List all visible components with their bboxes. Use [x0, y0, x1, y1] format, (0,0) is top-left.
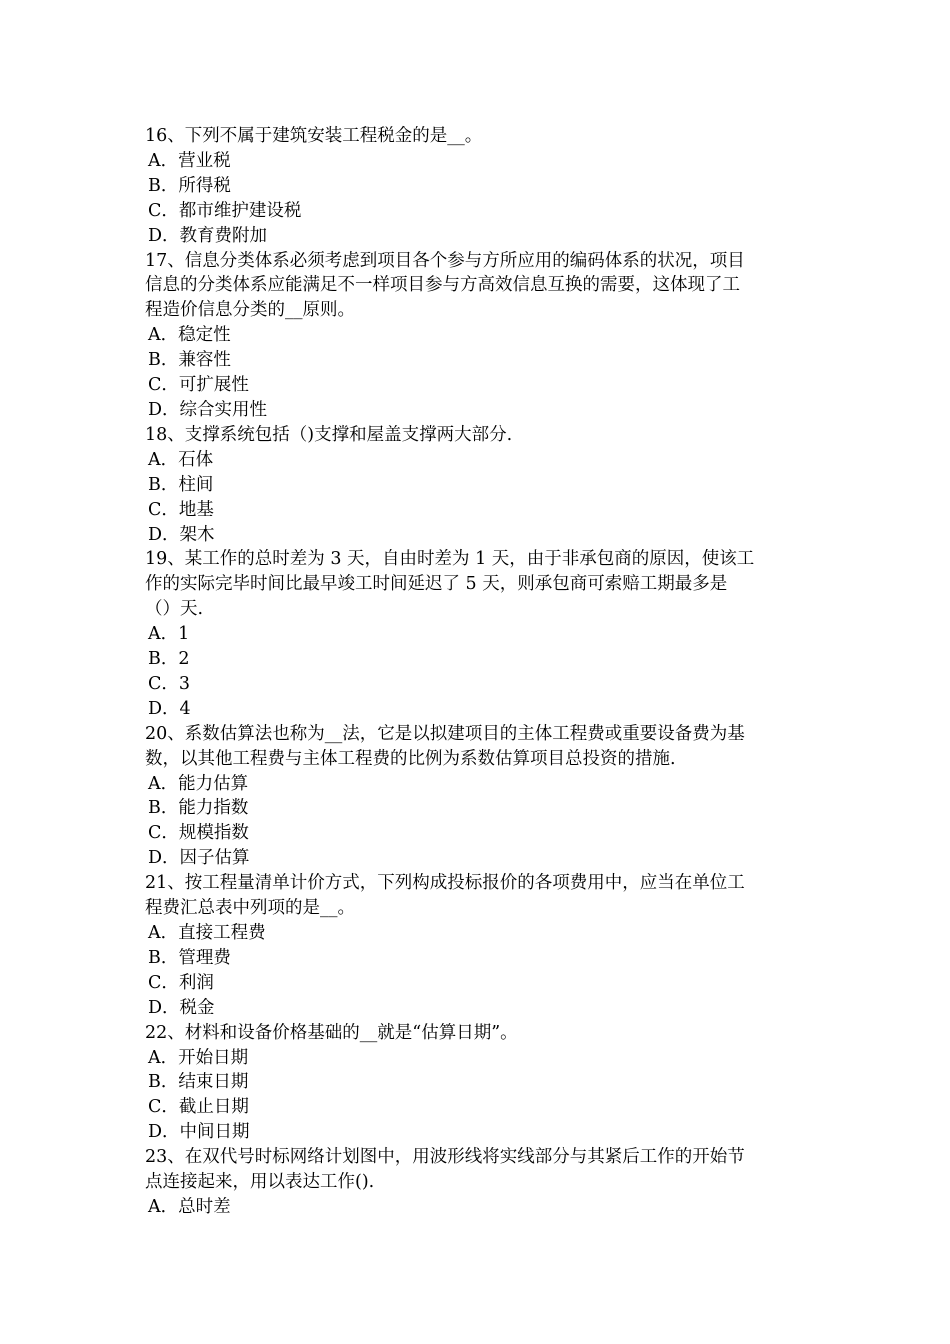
question-21-option-c: C．利润 — [148, 972, 214, 993]
question-21-text-line-2: 程费汇总表中列项的是__。 — [145, 898, 355, 919]
question-19-option-d: D．4 — [148, 698, 191, 719]
question-18-option-a: A．石体 — [148, 449, 214, 470]
question-20-text-line-1: 20、系数估算法也称为__法，它是以拟建项目的主体工程费或重要设备费为基 — [145, 723, 745, 744]
question-19-option-c: C．3 — [148, 673, 191, 694]
question-17-text-line-3: 程造价信息分类的__原则。 — [145, 300, 355, 321]
question-19-text-line-3: （）天. — [145, 599, 204, 620]
question-16-option-d: D．教育费附加 — [148, 225, 268, 246]
question-21-option-b: B．管理费 — [148, 947, 231, 968]
question-23-text-line-1: 23、在双代号时标网络计划图中，用波形线将实线部分与其紧后工作的开始节 — [145, 1147, 745, 1168]
question-16-text: 16、下列不属于建筑安装工程税金的是__。 — [145, 126, 483, 146]
question-17-option-a: A．稳定性 — [148, 325, 231, 346]
question-17-option-b: B．兼容性 — [148, 350, 231, 371]
question-20-text-line-2: 数，以其他工程费与主体工程费的比例为系数估算项目总投资的措施. — [145, 748, 676, 769]
question-18-option-d: D．架木 — [148, 524, 215, 545]
question-17-option-d: D．综合实用性 — [148, 399, 268, 420]
question-19-option-b: B．2 — [148, 649, 190, 670]
question-18-text: 18、支撑系统包括（)支撑和屋盖支撑两大部分. — [145, 424, 513, 445]
question-22-option-a: A．开始日期 — [148, 1047, 249, 1068]
question-21-option-a: A．直接工程费 — [148, 923, 266, 943]
question-22-text: 22、材料和设备价格基础的__就是“估算日期”。 — [145, 1022, 518, 1043]
question-20-option-c: C．规模指数 — [148, 823, 249, 844]
question-16-option-c: C．都市维护建设税 — [148, 200, 302, 221]
question-21-option-d: D．税金 — [148, 997, 215, 1018]
question-22-option-d: D．中间日期 — [148, 1122, 250, 1143]
question-23-text-line-2: 点连接起来，用以表达工作(). — [145, 1172, 375, 1193]
question-16-option-b: B．所得税 — [148, 175, 231, 196]
question-17-text-line-1: 17、信息分类体系必须考虑到项目各个参与方所应用的编码体系的状况，项目 — [145, 250, 745, 271]
document-page — [145, 124, 810, 1220]
question-20-option-b: B．能力指数 — [148, 798, 249, 819]
question-20-option-a: A．能力估算 — [148, 773, 249, 794]
question-21-text-line-1: 21、按工程量清单计价方式，下列构成投标报价的各项费用中，应当在单位工 — [145, 873, 745, 894]
question-19-text-line-2: 作的实际完毕时间比最早竣工时间延迟了 5 天，则承包商可索赔工期最多是 — [145, 574, 728, 595]
question-18-option-b: B．柱间 — [148, 474, 214, 495]
question-22-option-b: B．结束日期 — [148, 1072, 249, 1093]
question-16-option-a: A．营业税 — [148, 150, 231, 171]
question-22-option-c: C．截止日期 — [148, 1097, 249, 1118]
question-17-text-line-2: 信息的分类体系应能满足不一样项目参与方高效信息互换的需要，这体现了工 — [145, 275, 740, 296]
question-18-option-c: C．地基 — [148, 499, 214, 520]
question-20-option-d: D．因子估算 — [148, 848, 250, 869]
question-17-option-c: C．可扩展性 — [148, 375, 249, 396]
question-23-option-a: A．总时差 — [148, 1196, 231, 1217]
question-19-text-line-1: 19、某工作的总时差为 3 天，自由时差为 1 天，由于非承包商的原因，使该工 — [145, 549, 755, 570]
question-19-option-a: A．1 — [148, 624, 190, 645]
